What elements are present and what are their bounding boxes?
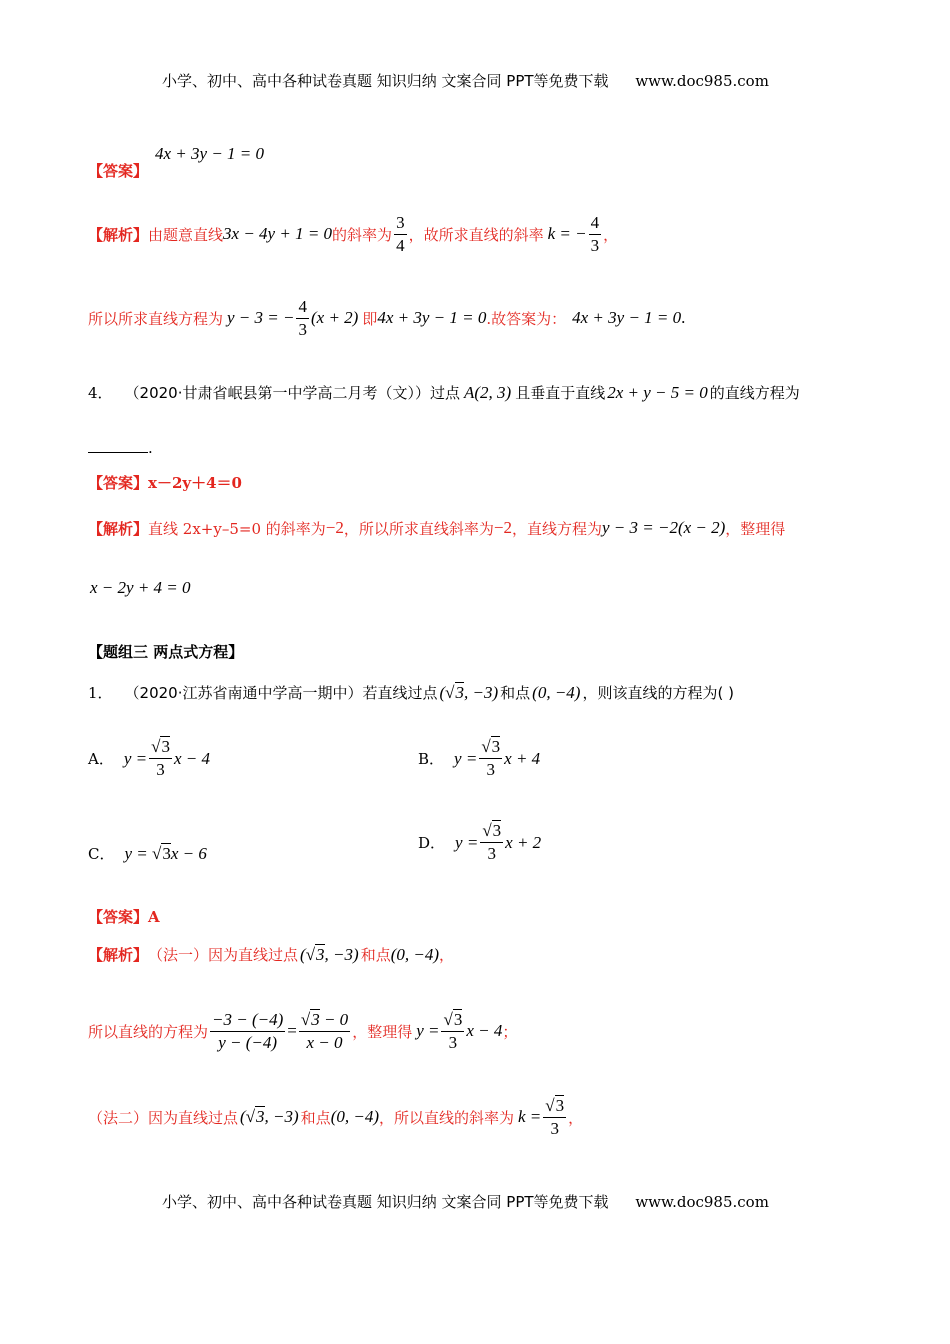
q3-answer-eq: 4x + 3y − 1 = 0 [155, 144, 265, 163]
footer-site: www.doc985.com [635, 1193, 769, 1211]
option-d-fraction [480, 820, 503, 865]
q3-k-num: 4 [589, 212, 602, 235]
option-a-num: √3 [149, 736, 172, 759]
option-b[interactable] [418, 736, 540, 781]
g3q1-m2-k-frac [543, 1095, 566, 1140]
option-a-rest: x − 4 [173, 748, 210, 768]
page-header [162, 70, 769, 91]
g3q1-m2-end: ， [568, 1108, 584, 1127]
q3-analysis-line1 [88, 206, 618, 262]
q3-comma: ， [603, 225, 619, 244]
g3q1-m1-result-rest: x − 4 [466, 1021, 503, 1040]
g3q1-m1-line1 [88, 944, 454, 965]
q4-text-b: 且垂直于直线 [515, 384, 606, 402]
q3-line2-eq3: 4x + 3y − 1 = 0 [572, 308, 682, 327]
g3q1-stem [88, 682, 734, 703]
q3-slope-den: 4 [396, 235, 405, 255]
q3-line2-b: 即 [362, 309, 378, 328]
option-c[interactable] [88, 843, 207, 864]
header-site: www.doc985.com [635, 72, 769, 90]
q3-line2-a: 所以所求直线方程为 [88, 309, 224, 328]
q4-final-eq: x − 2y + 4 = 0 [90, 578, 191, 597]
g3q1-frac2-root: 3 [311, 1009, 320, 1029]
q4-stem [88, 382, 800, 403]
g3q1-m1-point2: (0, −4) [390, 944, 439, 964]
q3-line2-c: .故答案为： [486, 309, 567, 328]
option-b-den: 3 [486, 760, 495, 779]
g3q1-m2-point1: (√3, −3) [240, 1107, 299, 1126]
q4-answer [88, 472, 242, 493]
g3q1-source: （2020·江苏省南通中学高一期中）若直线过点 [124, 684, 438, 702]
option-d-label: D． [418, 834, 446, 852]
option-b-num: √3 [479, 736, 502, 759]
q3-analysis-label: 【解析】 [88, 225, 149, 244]
q3-line2-den: 3 [298, 319, 307, 339]
q3-analysis-a: 由题意直线 [148, 225, 224, 244]
q4-blank-end: . [148, 439, 153, 457]
q4-analysis-b: ，所以所求直线斜率为 [343, 519, 494, 538]
g3q1-m1-c: ， [439, 946, 455, 964]
q3-k-fraction [589, 212, 602, 257]
option-c-root: √3 [152, 843, 171, 863]
q3-line2-eq-rhs: (x + 2) [310, 308, 359, 327]
option-a-num-root: 3 [161, 737, 170, 756]
q3-line2-num: 4 [296, 296, 309, 319]
option-b-fraction [479, 736, 502, 781]
g3q1-m2-k: k = [518, 1107, 542, 1126]
g3q1-m1-line2 [88, 1003, 517, 1059]
g3q1-m1-result-num: √3 [441, 1009, 464, 1032]
q4-source: （2020·甘肃省岷县第一中学高二月考（文））过点 [124, 384, 460, 402]
g3q1-m1-line2-b: ，整理得 [352, 1022, 413, 1041]
g3q1-frac2 [299, 1009, 350, 1054]
q3-k-den: 3 [590, 235, 600, 255]
g3q1-p1-rest: , −3) [464, 682, 499, 702]
option-c-root-value: 3 [162, 843, 171, 863]
q4-analysis-d: ，整理得 [725, 519, 786, 538]
q3-analysis-eq1: 3x − 4y + 1 = 0 [223, 224, 333, 243]
q4-point: A(2, 3) [464, 382, 512, 402]
g3q1-text-c: ，则该直线的方程为( ) [582, 684, 734, 702]
option-a-lhs: y = [123, 748, 148, 768]
g3q1-frac1-num: −3 − (−4) [210, 1009, 285, 1032]
group3-title: 【题组三 两点式方程】 [88, 643, 244, 661]
g3q1-point2: (0, −4) [532, 682, 581, 702]
g3q1-number: 1． [88, 684, 113, 702]
g3q1-m2-k-den: 3 [550, 1118, 559, 1138]
option-d-num-root: 3 [492, 821, 502, 840]
q3-slope-num: 3 [394, 212, 407, 235]
q4-slope1: −2 [325, 518, 344, 537]
q4-analysis-eq: y − 3 = −2(x − 2) [601, 518, 726, 537]
option-d-den: 3 [487, 844, 496, 863]
option-d-num: √3 [480, 820, 503, 843]
q4-analysis-a: 直线 2x+y–5=0 的斜率为 [148, 519, 326, 538]
q3-k-prefix: k = − [547, 224, 587, 243]
option-a-den: 3 [156, 760, 165, 779]
g3q1-m2-p1-open: ( [240, 1107, 246, 1126]
q4-analysis [88, 510, 785, 546]
q4-answer-blank [88, 438, 148, 453]
g3q1-frac1 [210, 1009, 285, 1054]
q3-answer-label: 【答案】 [88, 162, 149, 180]
g3q1-p1-open: ( [439, 682, 446, 702]
q4-answer-value: x－2y＋4＝0 [148, 474, 242, 492]
g3q1-frac2-num-rest: − 0 [319, 1009, 349, 1029]
option-c-expr-b: x − 6 [170, 843, 207, 863]
g3q1-answer-value: A [148, 908, 160, 926]
q4-text-c: 的直线方程为 [709, 384, 800, 402]
option-a-label: A． [88, 750, 114, 768]
q3-period: . [681, 308, 686, 327]
g3q1-answer-label: 【答案】 [88, 908, 149, 926]
g3q1-m1-b: 和点 [360, 946, 391, 964]
option-c-label: C． [88, 845, 115, 863]
q3-line2-fraction [296, 296, 309, 341]
g3q1-m2-point2: (0, −4) [330, 1107, 379, 1126]
g3q1-m1-result-lhs: y = [416, 1021, 440, 1040]
q4-answer-label: 【答案】 [88, 474, 149, 492]
q3-analysis-b: 的斜率为 [332, 225, 393, 244]
g3q1-frac1-den: y − (−4) [218, 1032, 278, 1052]
g3q1-m2-a: （法二）因为直线过点 [88, 1108, 239, 1127]
page-footer [162, 1191, 769, 1212]
header-text: 小学、初中、高中各种试卷真题 知识归纳 文案合同 PPT等免费下载 [162, 72, 609, 90]
option-b-label: B． [418, 750, 445, 768]
q4-slope2: −2 [493, 518, 512, 537]
q3-slope-fraction [394, 212, 407, 257]
g3q1-text-b: 和点 [500, 684, 531, 702]
option-a[interactable] [88, 736, 210, 781]
g3q1-equals: = [287, 1021, 297, 1040]
g3q1-m1-result-frac [441, 1009, 464, 1054]
q4-line-eq: 2x + y − 5 = 0 [607, 382, 708, 402]
g3q1-m2-k-num: √3 [543, 1095, 566, 1118]
option-b-rest: x + 4 [504, 748, 541, 768]
g3q1-m2-line [88, 1089, 583, 1145]
g3q1-m1-line2-c: ； [502, 1022, 518, 1041]
g3q1-m1-p1-rest: , −3) [324, 944, 359, 964]
g3q1-m2-k-root: 3 [555, 1095, 565, 1115]
g3q1-m1-point1: (√3, −3) [300, 944, 359, 964]
q4-analysis-c: ，直线方程为 [511, 519, 602, 538]
g3q1-frac2-num: √3 − 0 [299, 1009, 350, 1032]
option-b-num-root: 3 [491, 737, 501, 756]
g3q1-m1-result-root: 3 [453, 1009, 463, 1029]
g3q1-point1: (√3, −3) [439, 682, 499, 702]
q3-line2-eq2: 4x + 3y − 1 = 0 [377, 308, 487, 327]
option-b-lhs: y = [454, 748, 478, 768]
q3-analysis-c: ，故所求直线的斜率 [408, 225, 544, 244]
q4-analysis-label: 【解析】 [88, 519, 149, 538]
q3-analysis-line2 [88, 290, 685, 346]
g3q1-m2-c: ，所以直线的斜率为 [378, 1108, 514, 1127]
g3q1-answer [88, 906, 160, 927]
q3-line2-eq-lhs: y − 3 = − [227, 308, 295, 327]
g3q1-p1-root: 3 [455, 682, 465, 702]
option-d[interactable] [418, 820, 541, 865]
g3q1-m1-p1-root: 3 [316, 944, 325, 964]
option-d-lhs: y = [455, 832, 479, 852]
q4-number: 4． [88, 384, 113, 402]
option-a-fraction [149, 736, 172, 781]
g3q1-m2-p1-rest: , −3) [264, 1107, 299, 1126]
g3q1-frac2-den: x − 0 [306, 1032, 343, 1052]
q4-blank-line [88, 438, 153, 457]
option-d-rest: x + 2 [505, 832, 542, 852]
g3q1-m1-a: （法一）因为直线过点 [148, 946, 299, 964]
g3q1-m1-p1-open: ( [300, 944, 306, 964]
option-c-expr-a: y = [124, 843, 153, 863]
g3q1-analysis-label: 【解析】 [88, 946, 149, 964]
g3q1-m2-p1-root: 3 [256, 1107, 265, 1126]
g3q1-m2-b: 和点 [300, 1108, 331, 1127]
g3q1-m1-line2-a: 所以直线的方程为 [88, 1022, 209, 1041]
footer-text: 小学、初中、高中各种试卷真题 知识归纳 文案合同 PPT等免费下载 [162, 1193, 609, 1211]
g3q1-m1-result-den: 3 [448, 1032, 458, 1052]
